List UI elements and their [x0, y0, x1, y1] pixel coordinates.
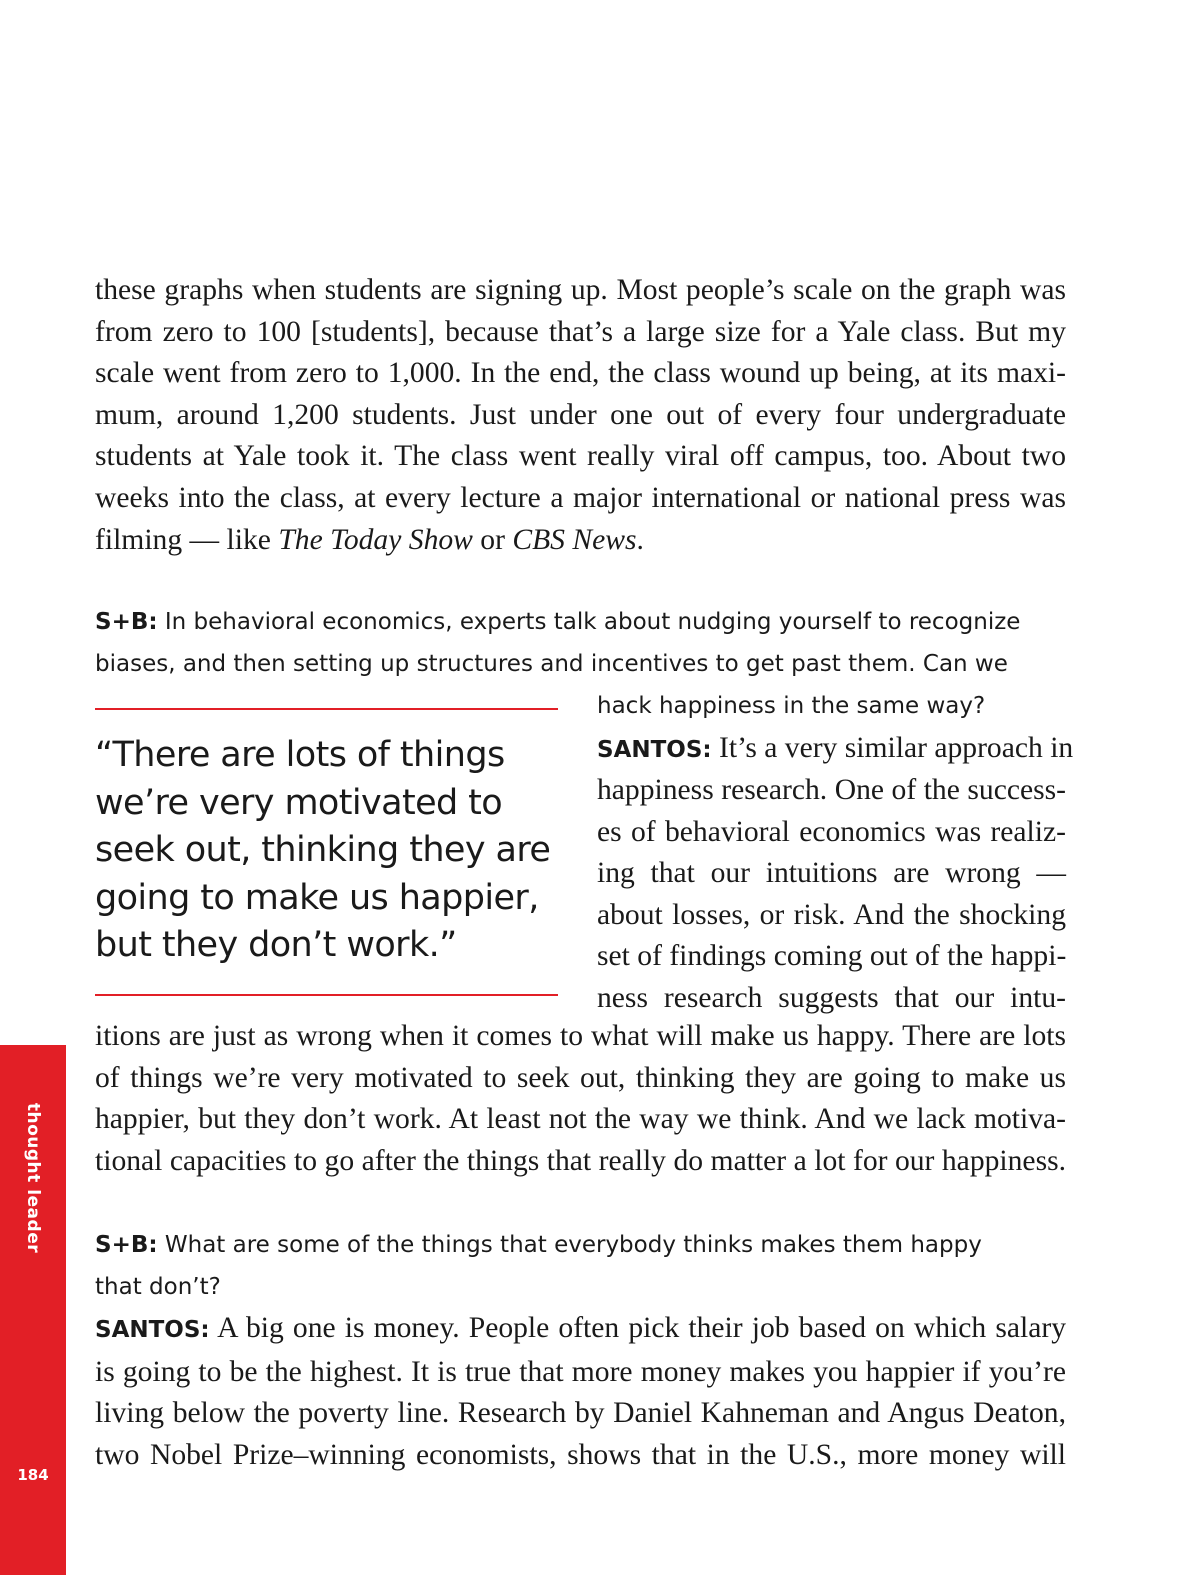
- body-line: scale went from zero to 1,000. In the end, the class wound up being, at its maxi-: [95, 357, 1066, 390]
- body-line: happiness research. One of the success-: [597, 774, 1066, 806]
- quote-line: seek out, thinking they are: [95, 830, 551, 870]
- show-title: CBS News: [512, 523, 637, 556]
- body-line: about losses, or risk. And the shocking: [597, 898, 1066, 931]
- body-line: [95, 1308, 1066, 1352]
- question-1-line: hack happiness in the same way?: [597, 693, 986, 719]
- body-line: ness research suggests that our intu-: [597, 981, 1066, 1014]
- quote-line: going to make us happier,: [95, 877, 539, 918]
- body-line: from zero to 100 [students], because that’s a large size for a Yale class. But my: [95, 315, 1066, 348]
- quote-rule-bottom: [95, 994, 558, 996]
- answer-text: A big one is money. People often pick their job based on which salary: [209, 1312, 1066, 1344]
- body-line: itions are just as wrong when it comes to what will make us happy. There are lots: [95, 1020, 1066, 1052]
- body-line-last: [95, 520, 1066, 562]
- body-line: es of behavioral economics was realiz-: [597, 815, 1066, 848]
- interviewer-label: S+B:: [95, 609, 158, 635]
- body-line: living below the poverty line. Research by Daniel Kahneman and Angus Deaton,: [95, 1397, 1066, 1430]
- quote-line: “There are lots of things: [95, 735, 505, 775]
- answer-1-continued: [95, 1016, 1066, 1182]
- pull-quote-text: [95, 732, 558, 970]
- respondent-label: SANTOS:: [597, 737, 712, 763]
- body-line: weeks into the class, at every lecture a major international or national press was: [95, 481, 1066, 514]
- interviewer-label: S+B:: [95, 1232, 158, 1258]
- question-text: What are some of the things that everybody thinks makes them happy: [157, 1232, 982, 1258]
- question-1-line: biases, and then setting up structures and incentives to get past them. Can we: [95, 651, 1008, 677]
- body-line: happier, but they don’t work. At least not the way we think. And we lack motiva-: [95, 1103, 1066, 1136]
- question-2-line: [95, 1225, 982, 1267]
- question-1-line: [95, 602, 1020, 644]
- intro-paragraph: [95, 270, 1066, 561]
- body-text: .: [636, 523, 644, 556]
- question-2-line: that don’t?: [95, 1274, 221, 1300]
- show-title: The Today Show: [278, 523, 473, 556]
- question-text: In behavioral economics, experts talk about nudging yourself to recognize: [157, 609, 1021, 635]
- pull-quote: [95, 708, 558, 970]
- section-label: thought leader: [23, 1102, 43, 1254]
- body-line: students at Yale took it. The class went really viral off campus, too. About two: [95, 440, 1066, 473]
- body-line: these graphs when students are signing up. Most people’s scale on the graph was: [95, 274, 1066, 306]
- body-line: set of findings coming out of the happi-: [597, 940, 1067, 973]
- body-line: tional capacities to go after the things that really do matter a lot for our happiness.: [95, 1144, 1066, 1177]
- quote-line: we’re very motivated to: [95, 782, 503, 823]
- answer-1-line: [597, 728, 1074, 772]
- quote-rule-top: [95, 708, 558, 710]
- body-line: mum, around 1,200 students. Just under one out of every four undergraduate: [95, 398, 1066, 431]
- body-line: of things we’re very motivated to seek out, thinking they are going to make us: [95, 1061, 1066, 1094]
- body-line: ing that our intuitions are wrong —: [597, 857, 1066, 890]
- body-text: or: [472, 523, 513, 556]
- answer-2: [95, 1308, 1066, 1476]
- body-line: two Nobel Prize–winning economists, shows that in the U.S., more money will: [95, 1438, 1066, 1471]
- respondent-label: SANTOS:: [95, 1317, 210, 1343]
- answer-1-column: [597, 770, 1066, 1020]
- body-line: is going to be the highest. It is true that more money makes you happier if you’re: [95, 1355, 1066, 1388]
- page-number: 184: [17, 1466, 49, 1484]
- answer-text: It’s a very similar approach in: [711, 732, 1074, 764]
- quote-line: but they don’t work.”: [95, 925, 457, 965]
- body-text: filming — like: [95, 523, 279, 556]
